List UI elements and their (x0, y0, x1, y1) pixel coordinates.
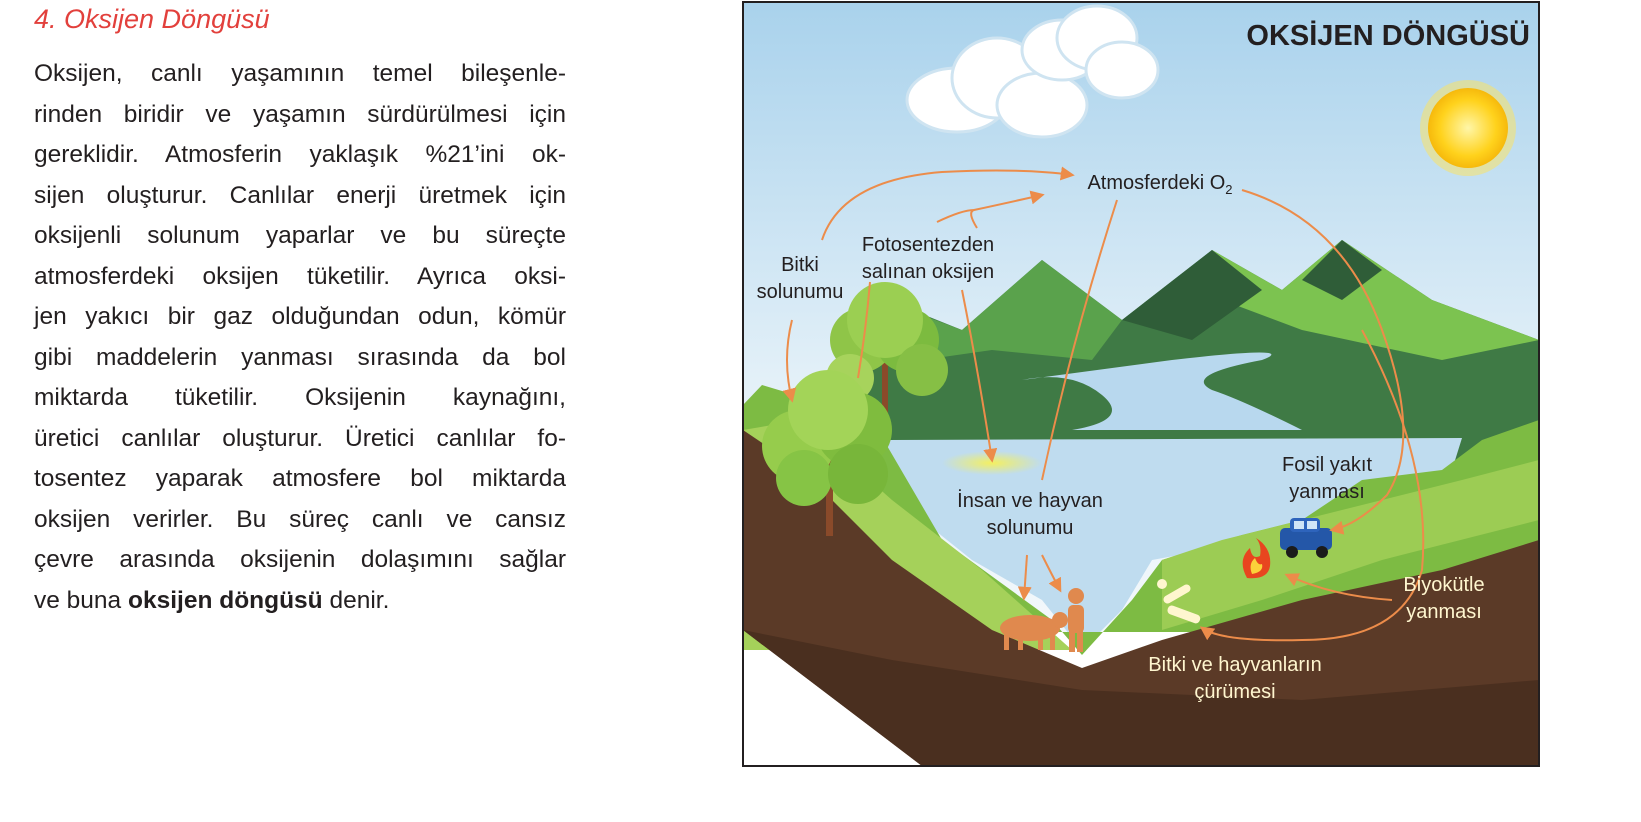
paragraph-line: tosentez yaparak atmosfere bol miktarda (34, 465, 566, 492)
paragraph-line: sijen oluşturur. Canlılar enerji üretmek için (34, 181, 566, 209)
label-human-animal (940, 488, 1120, 542)
label-line: Bitki ve hayvanların (1148, 654, 1322, 676)
label-atmosphere-text: Atmosferdeki O (1087, 172, 1226, 194)
label-photosynthesis (848, 232, 1008, 286)
paragraph-last-line (34, 581, 566, 622)
label-atmosphere-subscript: 2 (1225, 182, 1233, 197)
label-line: salınan oksijen (861, 261, 995, 283)
label-biomass (1384, 572, 1504, 626)
paragraph-line: oksijenli solunum yaparlar ve bu süreçte (34, 222, 566, 249)
last-line-suffix: denir. (322, 586, 390, 614)
label-plant-respiration (750, 252, 850, 306)
label-decay (1120, 652, 1350, 706)
paragraph-line: rinden biridir ve yaşamın sürdürülmesi için (34, 100, 566, 128)
paragraph-line: miktarda tüketilir. Oksijenin kaynağını, (34, 384, 566, 411)
paragraph-line: gereklidir. Atmosferin yaklaşık %21’ini ok- (34, 141, 566, 168)
label-line: solunumu (986, 517, 1074, 539)
paragraph-line: oksijen verirler. Bu süreç canlı ve cansız (34, 505, 566, 533)
label-line: Fosil yakıt (1281, 454, 1373, 476)
label-atmosphere (1060, 170, 1260, 203)
section-heading: 4. Oksijen Döngüsü (34, 4, 270, 34)
label-line: İnsan ve hayvan (957, 490, 1103, 512)
paragraph-line: jen yakıcı bir gaz olduğundan odun, kömür (34, 303, 566, 330)
sun-icon (1420, 80, 1516, 176)
paragraph-line: çevre arasında oksijenin dolaşımını sağlar (34, 546, 566, 573)
oxygen-cycle-figure (742, 0, 1542, 768)
label-line: Biyokütle (1403, 574, 1485, 596)
body-paragraph (34, 54, 566, 621)
label-fossil-fuel (1262, 452, 1392, 506)
label-line: solunumu (756, 281, 844, 303)
figure-title: OKSİJEN DÖNGÜSÜ (1246, 20, 1530, 52)
paragraph-line: atmosferdeki oksijen tüketilir. Ayrıca oksi- (34, 262, 566, 290)
last-line-prefix: ve buna (34, 586, 128, 614)
label-line: çürümesi (1194, 681, 1276, 703)
paragraph-line: Oksijen, canlı yaşamının temel bileşenle- (34, 60, 566, 87)
label-line: Fotosentezden (861, 234, 995, 256)
paragraph-line: gibi maddelerin yanması sırasında da bol (34, 343, 566, 371)
label-line: Bitki (781, 254, 819, 276)
paragraph-line: üretici canlılar oluşturur. Üretici canlılar fo- (34, 424, 566, 452)
label-line: yanması (1406, 601, 1482, 623)
bold-term: oksijen döngüsü (128, 586, 323, 614)
label-line: yanması (1289, 481, 1365, 503)
